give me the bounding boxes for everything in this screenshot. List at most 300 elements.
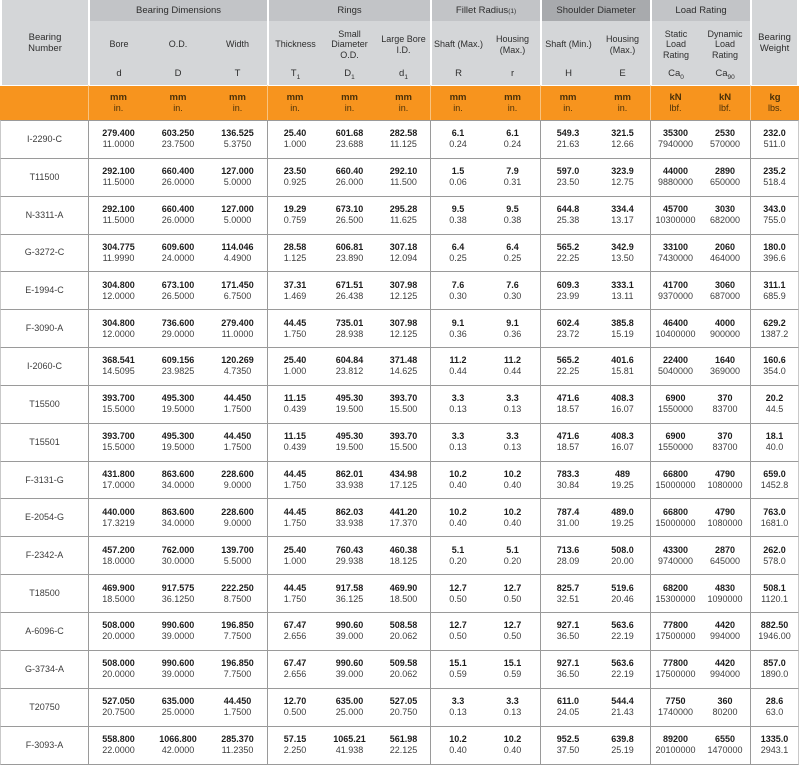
cell-T15501-housing-fillet: 3.3 0.13 (485, 423, 540, 461)
cell-F-3093-A-housing-shoulder: 639.8 25.19 (595, 726, 650, 765)
group-header-fillet-radius: Fillet Radius(1) (430, 0, 540, 21)
cell-E-2054-G-large-bore-id: 441.20 17.370 (377, 498, 430, 536)
cell-T18500-housing-fillet: 12.7 0.50 (485, 574, 540, 612)
bearing-weight-header-label: Bearing Weight (758, 31, 791, 54)
cell-I-2290-C-small-diameter-od: 601.68 23.688 (322, 120, 377, 158)
cell-A-6096-C-bore: 508.000 20.0000 (88, 612, 148, 650)
cell-N-3311-A-static-load: 45700 10300000 (650, 196, 700, 234)
column-symbol: $Ca_0$ (668, 68, 684, 81)
cell-F-3090-A-shaft-fillet: 9.1 0.36 (430, 309, 485, 347)
cell-T15500-shaft-fillet: 3.3 0.13 (430, 385, 485, 423)
bearing-number-cell: E-2054-G (0, 498, 88, 536)
table-row-F-2342-A (0, 536, 799, 574)
unit-cell-bearing-number (0, 85, 88, 120)
cell-T18500-od: 917.575 36.1250 (148, 574, 208, 612)
table-row-I-2290-C (0, 120, 799, 158)
cell-G-3734-A-bore: 508.000 20.0000 (88, 650, 148, 688)
cell-F-3090-A-large-bore-id: 307.98 12.125 (377, 309, 430, 347)
cell-T11500-static-load: 44000 9880000 (650, 158, 700, 196)
cell-I-2290-C-thickness: 25.40 1.000 (267, 120, 322, 158)
cell-T18500-bearing-weight: 508.1 1120.1 (750, 574, 799, 612)
cell-G-3734-A-od: 990.600 39.0000 (148, 650, 208, 688)
column-label: Small Diameter O.D. (331, 28, 368, 60)
cell-F-3090-A-bearing-weight: 629.2 1387.2 (750, 309, 799, 347)
group-header-load-rating: Load Rating (650, 0, 750, 21)
cell-F-2342-A-width: 139.700 5.5000 (208, 536, 267, 574)
cell-I-2060-C-width: 120.269 4.7350 (208, 347, 267, 385)
cell-A-6096-C-housing-fillet: 12.7 0.50 (485, 612, 540, 650)
cell-F-3093-A-bore: 558.800 22.0000 (88, 726, 148, 765)
cell-F-3131-G-static-load: 66800 15000000 (650, 461, 700, 499)
col-header-small-diameter-od (322, 21, 377, 85)
cell-T15501-bearing-weight: 18.1 40.0 (750, 423, 799, 461)
bearing-number-cell: N-3311-A (0, 196, 88, 234)
cell-T15501-static-load: 6900 1550000 (650, 423, 700, 461)
cell-T15501-small-diameter-od: 495.30 19.500 (322, 423, 377, 461)
cell-G-3272-C-bearing-weight: 180.0 396.6 (750, 234, 799, 272)
table-row-E-2054-G (0, 498, 799, 536)
cell-T20750-static-load: 7750 1740000 (650, 688, 700, 726)
cell-F-3131-G-housing-fillet: 10.2 0.40 (485, 461, 540, 499)
cell-T18500-thickness: 44.45 1.750 (267, 574, 322, 612)
column-symbol: D (174, 68, 182, 79)
group-header-bearing-dimensions: Bearing Dimensions (88, 0, 267, 21)
cell-N-3311-A-small-diameter-od: 673.10 26.500 (322, 196, 377, 234)
unit-cell-bore: mm in. (88, 85, 148, 120)
column-symbol: H (565, 68, 572, 79)
cell-N-3311-A-width: 127.000 5.0000 (208, 196, 267, 234)
cell-F-3131-G-thickness: 44.45 1.750 (267, 461, 322, 499)
cell-I-2060-C-housing-shoulder: 401.6 15.81 (595, 347, 650, 385)
cell-F-3131-G-bore: 431.800 17.0000 (88, 461, 148, 499)
cell-E-1994-C-shaft-shoulder: 609.3 23.99 (540, 271, 595, 309)
cell-F-3093-A-dynamic-load: 6550 1470000 (700, 726, 750, 765)
cell-E-1994-C-small-diameter-od: 671.51 26.438 (322, 271, 377, 309)
cell-E-2054-G-small-diameter-od: 862.03 33.938 (322, 498, 377, 536)
cell-N-3311-A-shaft-fillet: 9.5 0.38 (430, 196, 485, 234)
cell-I-2290-C-dynamic-load: 2530 570000 (700, 120, 750, 158)
table-row-I-2060-C (0, 347, 799, 385)
column-symbol: $D_1$ (344, 68, 355, 81)
table-row-T20750 (0, 688, 799, 726)
footnote-marker: (1) (508, 8, 517, 15)
cell-I-2290-C-shaft-shoulder: 549.3 21.63 (540, 120, 595, 158)
cell-T15500-bearing-weight: 20.2 44.5 (750, 385, 799, 423)
cell-I-2290-C-width: 136.525 5.3750 (208, 120, 267, 158)
unit-cell-housing-fillet: mm in. (485, 85, 540, 120)
cell-N-3311-A-bearing-weight: 343.0 755.0 (750, 196, 799, 234)
cell-E-2054-G-static-load: 66800 15000000 (650, 498, 700, 536)
cell-G-3734-A-housing-shoulder: 563.6 22.19 (595, 650, 650, 688)
cell-F-3093-A-width: 285.370 11.2350 (208, 726, 267, 765)
cell-I-2060-C-small-diameter-od: 604.84 23.812 (322, 347, 377, 385)
cell-T11500-bearing-weight: 235.2 518.4 (750, 158, 799, 196)
cell-F-3131-G-large-bore-id: 434.98 17.125 (377, 461, 430, 499)
column-label: Width (226, 39, 250, 50)
cell-E-1994-C-large-bore-id: 307.98 12.125 (377, 271, 430, 309)
cell-F-2342-A-static-load: 43300 9740000 (650, 536, 700, 574)
cell-I-2060-C-dynamic-load: 1640 369000 (700, 347, 750, 385)
cell-G-3272-C-bore: 304.775 11.9990 (88, 234, 148, 272)
cell-I-2290-C-od: 603.250 23.7500 (148, 120, 208, 158)
table-row-T15501 (0, 423, 799, 461)
cell-T18500-shaft-fillet: 12.7 0.50 (430, 574, 485, 612)
cell-F-3093-A-shaft-fillet: 10.2 0.40 (430, 726, 485, 765)
table-row-T18500 (0, 574, 799, 612)
bearing-number-cell: T15500 (0, 385, 88, 423)
cell-E-1994-C-housing-fillet: 7.6 0.30 (485, 271, 540, 309)
cell-T20750-small-diameter-od: 635.00 25.000 (322, 688, 377, 726)
cell-F-3090-A-small-diameter-od: 735.01 28.938 (322, 309, 377, 347)
col-header-dynamic-load (700, 21, 750, 85)
cell-T15501-dynamic-load: 370 83700 (700, 423, 750, 461)
cell-F-3131-G-od: 863.600 34.0000 (148, 461, 208, 499)
cell-E-2054-G-housing-fillet: 10.2 0.40 (485, 498, 540, 536)
cell-F-3093-A-bearing-weight: 1335.0 2943.1 (750, 726, 799, 765)
unit-cell-shaft-shoulder: mm in. (540, 85, 595, 120)
bearing-number-cell: T18500 (0, 574, 88, 612)
cell-E-2054-G-od: 863.600 34.0000 (148, 498, 208, 536)
cell-I-2290-C-static-load: 35300 7940000 (650, 120, 700, 158)
cell-I-2060-C-housing-fillet: 11.2 0.44 (485, 347, 540, 385)
cell-F-3093-A-small-diameter-od: 1065.21 41.938 (322, 726, 377, 765)
cell-N-3311-A-large-bore-id: 295.28 11.625 (377, 196, 430, 234)
column-label: Dynamic Load Rating (707, 28, 743, 60)
cell-F-2342-A-housing-shoulder: 508.0 20.00 (595, 536, 650, 574)
cell-A-6096-C-thickness: 67.47 2.656 (267, 612, 322, 650)
cell-F-3090-A-housing-fillet: 9.1 0.36 (485, 309, 540, 347)
cell-A-6096-C-shaft-fillet: 12.7 0.50 (430, 612, 485, 650)
cell-I-2060-C-shaft-shoulder: 565.2 22.25 (540, 347, 595, 385)
group-header-rings: Rings (267, 0, 430, 21)
cell-G-3272-C-shaft-fillet: 6.4 0.25 (430, 234, 485, 272)
table-row-F-3131-G (0, 461, 799, 499)
cell-T11500-dynamic-load: 2890 650000 (700, 158, 750, 196)
table-row-T11500 (0, 158, 799, 196)
cell-E-2054-G-shaft-shoulder: 787.4 31.00 (540, 498, 595, 536)
cell-F-3131-G-shaft-shoulder: 783.3 30.84 (540, 461, 595, 499)
cell-E-1994-C-housing-shoulder: 333.1 13.11 (595, 271, 650, 309)
cell-I-2060-C-large-bore-id: 371.48 14.625 (377, 347, 430, 385)
cell-E-1994-C-static-load: 41700 9370000 (650, 271, 700, 309)
cell-E-1994-C-dynamic-load: 3060 687000 (700, 271, 750, 309)
table-row-F-3090-A (0, 309, 799, 347)
column-label: Shaft (Max.) (434, 39, 484, 50)
cell-F-3093-A-od: 1066.800 42.0000 (148, 726, 208, 765)
cell-G-3272-C-small-diameter-od: 606.81 23.890 (322, 234, 377, 272)
bearing-number-cell: F-3131-G (0, 461, 88, 499)
cell-N-3311-A-bore: 292.100 11.5000 (88, 196, 148, 234)
cell-T20750-shaft-fillet: 3.3 0.13 (430, 688, 485, 726)
cell-I-2290-C-housing-fillet: 6.1 0.24 (485, 120, 540, 158)
cell-G-3734-A-small-diameter-od: 990.60 39.000 (322, 650, 377, 688)
cell-G-3272-C-dynamic-load: 2060 464000 (700, 234, 750, 272)
cell-T15501-shaft-shoulder: 471.6 18.57 (540, 423, 595, 461)
cell-E-2054-G-dynamic-load: 4790 1080000 (700, 498, 750, 536)
cell-T20750-bore: 527.050 20.7500 (88, 688, 148, 726)
cell-G-3272-C-shaft-shoulder: 565.2 22.25 (540, 234, 595, 272)
table-row-N-3311-A (0, 196, 799, 234)
cell-A-6096-C-od: 990.600 39.0000 (148, 612, 208, 650)
cell-T15501-bore: 393.700 15.5000 (88, 423, 148, 461)
cell-F-3131-G-housing-shoulder: 489 19.25 (595, 461, 650, 499)
unit-cell-large-bore-id: mm in. (377, 85, 430, 120)
cell-G-3272-C-housing-shoulder: 342.9 13.50 (595, 234, 650, 272)
unit-cell-small-diameter-od: mm in. (322, 85, 377, 120)
cell-T18500-dynamic-load: 4830 1090000 (700, 574, 750, 612)
column-label: Static Load Rating (663, 28, 690, 60)
col-header-housing-shoulder (595, 21, 650, 85)
cell-A-6096-C-dynamic-load: 4420 994000 (700, 612, 750, 650)
column-symbol: $Ca_{90}$ (715, 68, 735, 81)
cell-T15501-od: 495.300 19.5000 (148, 423, 208, 461)
cell-N-3311-A-dynamic-load: 3030 682000 (700, 196, 750, 234)
bearing-number-cell: I-2290-C (0, 120, 88, 158)
table-body (0, 120, 799, 765)
cell-A-6096-C-small-diameter-od: 990.60 39.000 (322, 612, 377, 650)
column-label: Thickness (275, 39, 316, 50)
bearing-number-cell: F-3093-A (0, 726, 88, 765)
cell-T15500-thickness: 11.15 0.439 (267, 385, 322, 423)
cell-A-6096-C-shaft-shoulder: 927.1 36.50 (540, 612, 595, 650)
cell-T15500-shaft-shoulder: 471.6 18.57 (540, 385, 595, 423)
cell-T15500-bore: 393.700 15.5000 (88, 385, 148, 423)
cell-N-3311-A-shaft-shoulder: 644.8 25.38 (540, 196, 595, 234)
cell-G-3734-A-shaft-shoulder: 927.1 36.50 (540, 650, 595, 688)
col-header-od (148, 21, 208, 85)
cell-T15501-thickness: 11.15 0.439 (267, 423, 322, 461)
cell-A-6096-C-bearing-weight: 882.50 1946.00 (750, 612, 799, 650)
cell-F-2342-A-large-bore-id: 460.38 18.125 (377, 536, 430, 574)
bearing-number-cell: I-2060-C (0, 347, 88, 385)
unit-cell-dynamic-load: kN lbf. (700, 85, 750, 120)
col-header-bore (88, 21, 148, 85)
unit-cell-bearing-weight: kg lbs. (750, 85, 799, 120)
cell-T11500-thickness: 23.50 0.925 (267, 158, 322, 196)
column-label-row (0, 21, 799, 85)
column-label: O.D. (168, 39, 188, 50)
cell-F-3093-A-large-bore-id: 561.98 22.125 (377, 726, 430, 765)
cell-G-3734-A-dynamic-load: 4420 994000 (700, 650, 750, 688)
cell-T20750-housing-fillet: 3.3 0.13 (485, 688, 540, 726)
cell-F-3093-A-housing-fillet: 10.2 0.40 (485, 726, 540, 765)
cell-I-2290-C-bearing-weight: 232.0 511.0 (750, 120, 799, 158)
cell-G-3272-C-width: 114.046 4.4900 (208, 234, 267, 272)
cell-T20750-shaft-shoulder: 611.0 24.05 (540, 688, 595, 726)
cell-A-6096-C-width: 196.850 7.7500 (208, 612, 267, 650)
cell-T18500-housing-shoulder: 519.6 20.46 (595, 574, 650, 612)
cell-T20750-thickness: 12.70 0.500 (267, 688, 322, 726)
cell-T15500-static-load: 6900 1550000 (650, 385, 700, 423)
cell-T15501-shaft-fillet: 3.3 0.13 (430, 423, 485, 461)
cell-T15500-width: 44.450 1.7500 (208, 385, 267, 423)
cell-F-2342-A-dynamic-load: 2870 645000 (700, 536, 750, 574)
cell-T11500-shaft-shoulder: 597.0 23.50 (540, 158, 595, 196)
cell-F-3131-G-dynamic-load: 4790 1080000 (700, 461, 750, 499)
cell-F-3090-A-shaft-shoulder: 602.4 23.72 (540, 309, 595, 347)
bearing-number-cell: G-3272-C (0, 234, 88, 272)
cell-T20750-large-bore-id: 527.05 20.750 (377, 688, 430, 726)
cell-T15500-small-diameter-od: 495.30 19.500 (322, 385, 377, 423)
cell-G-3734-A-static-load: 77800 17500000 (650, 650, 700, 688)
table-row-E-1994-C (0, 271, 799, 309)
unit-cell-width: mm in. (208, 85, 267, 120)
column-symbol: $d_1$ (399, 68, 408, 81)
table-row-G-3734-A (0, 650, 799, 688)
col-header-large-bore-id (377, 21, 430, 85)
cell-F-3093-A-static-load: 89200 20100000 (650, 726, 700, 765)
cell-T20750-width: 44.450 1.7500 (208, 688, 267, 726)
bearing-number-cell: G-3734-A (0, 650, 88, 688)
cell-F-3090-A-static-load: 46400 10400000 (650, 309, 700, 347)
cell-E-2054-G-shaft-fillet: 10.2 0.40 (430, 498, 485, 536)
cell-I-2060-C-od: 609.156 23.9825 (148, 347, 208, 385)
cell-T11500-housing-shoulder: 323.9 12.75 (595, 158, 650, 196)
cell-T20750-bearing-weight: 28.6 63.0 (750, 688, 799, 726)
cell-F-2342-A-bearing-weight: 262.0 578.0 (750, 536, 799, 574)
cell-I-2060-C-static-load: 22400 5040000 (650, 347, 700, 385)
cell-I-2060-C-bearing-weight: 160.6 354.0 (750, 347, 799, 385)
cell-F-3131-G-shaft-fillet: 10.2 0.40 (430, 461, 485, 499)
cell-F-3131-G-bearing-weight: 659.0 1452.8 (750, 461, 799, 499)
cell-F-3093-A-shaft-shoulder: 952.5 37.50 (540, 726, 595, 765)
cell-N-3311-A-od: 660.400 26.0000 (148, 196, 208, 234)
col-header-static-load (650, 21, 700, 85)
cell-T15500-large-bore-id: 393.70 15.500 (377, 385, 430, 423)
cell-T15500-dynamic-load: 370 83700 (700, 385, 750, 423)
cell-E-1994-C-thickness: 37.31 1.469 (267, 271, 322, 309)
cell-N-3311-A-thickness: 19.29 0.759 (267, 196, 322, 234)
table-row-F-3093-A (0, 726, 799, 765)
cell-T18500-large-bore-id: 469.90 18.500 (377, 574, 430, 612)
column-label: Large Bore I.D. (381, 34, 426, 55)
cell-G-3734-A-bearing-weight: 857.0 1890.0 (750, 650, 799, 688)
group-header-shoulder-diameter: Shoulder Diameter (540, 0, 650, 21)
cell-T15501-width: 44.450 1.7500 (208, 423, 267, 461)
cell-F-3093-A-thickness: 57.15 2.250 (267, 726, 322, 765)
column-label: Housing (Max.) (496, 34, 530, 55)
units-row (0, 85, 799, 120)
bearing-number-cell: F-2342-A (0, 536, 88, 574)
bearing-number-cell: A-6096-C (0, 612, 88, 650)
cell-G-3272-C-static-load: 33100 7430000 (650, 234, 700, 272)
cell-T11500-small-diameter-od: 660.40 26.000 (322, 158, 377, 196)
bearing-number-header-label: Bearing Number (28, 31, 62, 54)
cell-I-2060-C-bore: 368.541 14.5095 (88, 347, 148, 385)
cell-F-3090-A-bore: 304.800 12.0000 (88, 309, 148, 347)
col-header-shaft-fillet (430, 21, 485, 85)
unit-cell-shaft-fillet: mm in. (430, 85, 485, 120)
cell-G-3734-A-thickness: 67.47 2.656 (267, 650, 322, 688)
unit-cell-od: mm in. (148, 85, 208, 120)
cell-F-3090-A-thickness: 44.45 1.750 (267, 309, 322, 347)
cell-T15500-housing-fillet: 3.3 0.13 (485, 385, 540, 423)
cell-T20750-housing-shoulder: 544.4 21.43 (595, 688, 650, 726)
bearing-number-cell: F-3090-A (0, 309, 88, 347)
column-symbol: $T_1$ (290, 68, 301, 81)
cell-T15501-large-bore-id: 393.70 15.500 (377, 423, 430, 461)
cell-T18500-shaft-shoulder: 825.7 32.51 (540, 574, 595, 612)
cell-T15500-housing-shoulder: 408.3 16.07 (595, 385, 650, 423)
cell-F-3131-G-width: 228.600 9.0000 (208, 461, 267, 499)
column-symbol: r (510, 68, 515, 79)
cell-T11500-large-bore-id: 292.10 11.500 (377, 158, 430, 196)
cell-A-6096-C-static-load: 77800 17500000 (650, 612, 700, 650)
bearing-number-cell: T11500 (0, 158, 88, 196)
cell-I-2290-C-shaft-fillet: 6.1 0.24 (430, 120, 485, 158)
col-header-bearing-weight (750, 0, 799, 85)
cell-T11500-shaft-fillet: 1.5 0.06 (430, 158, 485, 196)
unit-cell-housing-shoulder: mm in. (595, 85, 650, 120)
cell-I-2060-C-shaft-fillet: 11.2 0.44 (430, 347, 485, 385)
cell-E-1994-C-bore: 304.800 12.0000 (88, 271, 148, 309)
cell-A-6096-C-housing-shoulder: 563.6 22.19 (595, 612, 650, 650)
cell-F-3090-A-width: 279.400 11.0000 (208, 309, 267, 347)
bearing-number-cell: T15501 (0, 423, 88, 461)
cell-I-2060-C-thickness: 25.40 1.000 (267, 347, 322, 385)
cell-T20750-od: 635.000 25.0000 (148, 688, 208, 726)
cell-E-2054-G-bearing-weight: 763.0 1681.0 (750, 498, 799, 536)
cell-F-3090-A-dynamic-load: 4000 900000 (700, 309, 750, 347)
table-row-A-6096-C (0, 612, 799, 650)
cell-G-3734-A-large-bore-id: 509.58 20.062 (377, 650, 430, 688)
cell-F-2342-A-housing-fillet: 5.1 0.20 (485, 536, 540, 574)
cell-G-3272-C-large-bore-id: 307.18 12.094 (377, 234, 430, 272)
col-header-shaft-shoulder (540, 21, 595, 85)
cell-G-3734-A-width: 196.850 7.7500 (208, 650, 267, 688)
cell-E-1994-C-bearing-weight: 311.1 685.9 (750, 271, 799, 309)
column-label: Bore (109, 39, 129, 50)
cell-F-2342-A-shaft-shoulder: 713.6 28.09 (540, 536, 595, 574)
cell-F-2342-A-od: 762.000 30.0000 (148, 536, 208, 574)
col-header-width (208, 21, 267, 85)
cell-T11500-od: 660.400 26.0000 (148, 158, 208, 196)
cell-T11500-housing-fillet: 7.9 0.31 (485, 158, 540, 196)
column-symbol: E (619, 68, 626, 79)
table-row-T15500 (0, 385, 799, 423)
cell-T15500-od: 495.300 19.5000 (148, 385, 208, 423)
cell-N-3311-A-housing-fillet: 9.5 0.38 (485, 196, 540, 234)
cell-E-2054-G-housing-shoulder: 489.0 19.25 (595, 498, 650, 536)
column-symbol: d (116, 68, 122, 79)
cell-T11500-width: 127.000 5.0000 (208, 158, 267, 196)
cell-E-1994-C-shaft-fillet: 7.6 0.30 (430, 271, 485, 309)
cell-F-2342-A-shaft-fillet: 5.1 0.20 (430, 536, 485, 574)
table-row-G-3272-C (0, 234, 799, 272)
unit-cell-thickness: mm in. (267, 85, 322, 120)
cell-F-2342-A-bore: 457.200 18.0000 (88, 536, 148, 574)
col-header-bearing-number (0, 0, 88, 85)
cell-G-3734-A-housing-fillet: 15.1 0.59 (485, 650, 540, 688)
bearing-number-cell: E-1994-C (0, 271, 88, 309)
bearing-number-cell: T20750 (0, 688, 88, 726)
column-label: Shaft (Min.) (545, 39, 592, 50)
cell-T18500-small-diameter-od: 917.58 36.125 (322, 574, 377, 612)
cell-T18500-width: 222.250 8.7500 (208, 574, 267, 612)
cell-E-2054-G-thickness: 44.45 1.750 (267, 498, 322, 536)
cell-E-2054-G-width: 228.600 9.0000 (208, 498, 267, 536)
cell-E-2054-G-bore: 440.000 17.3219 (88, 498, 148, 536)
cell-T20750-dynamic-load: 360 80200 (700, 688, 750, 726)
col-header-housing-fillet (485, 21, 540, 85)
cell-T18500-static-load: 68200 15300000 (650, 574, 700, 612)
cell-T11500-bore: 292.100 11.5000 (88, 158, 148, 196)
cell-E-1994-C-width: 171.450 6.7500 (208, 271, 267, 309)
cell-I-2290-C-large-bore-id: 282.58 11.125 (377, 120, 430, 158)
cell-I-2290-C-housing-shoulder: 321.5 12.66 (595, 120, 650, 158)
column-label: Housing (Max.) (606, 34, 640, 55)
cell-T15501-housing-shoulder: 408.3 16.07 (595, 423, 650, 461)
